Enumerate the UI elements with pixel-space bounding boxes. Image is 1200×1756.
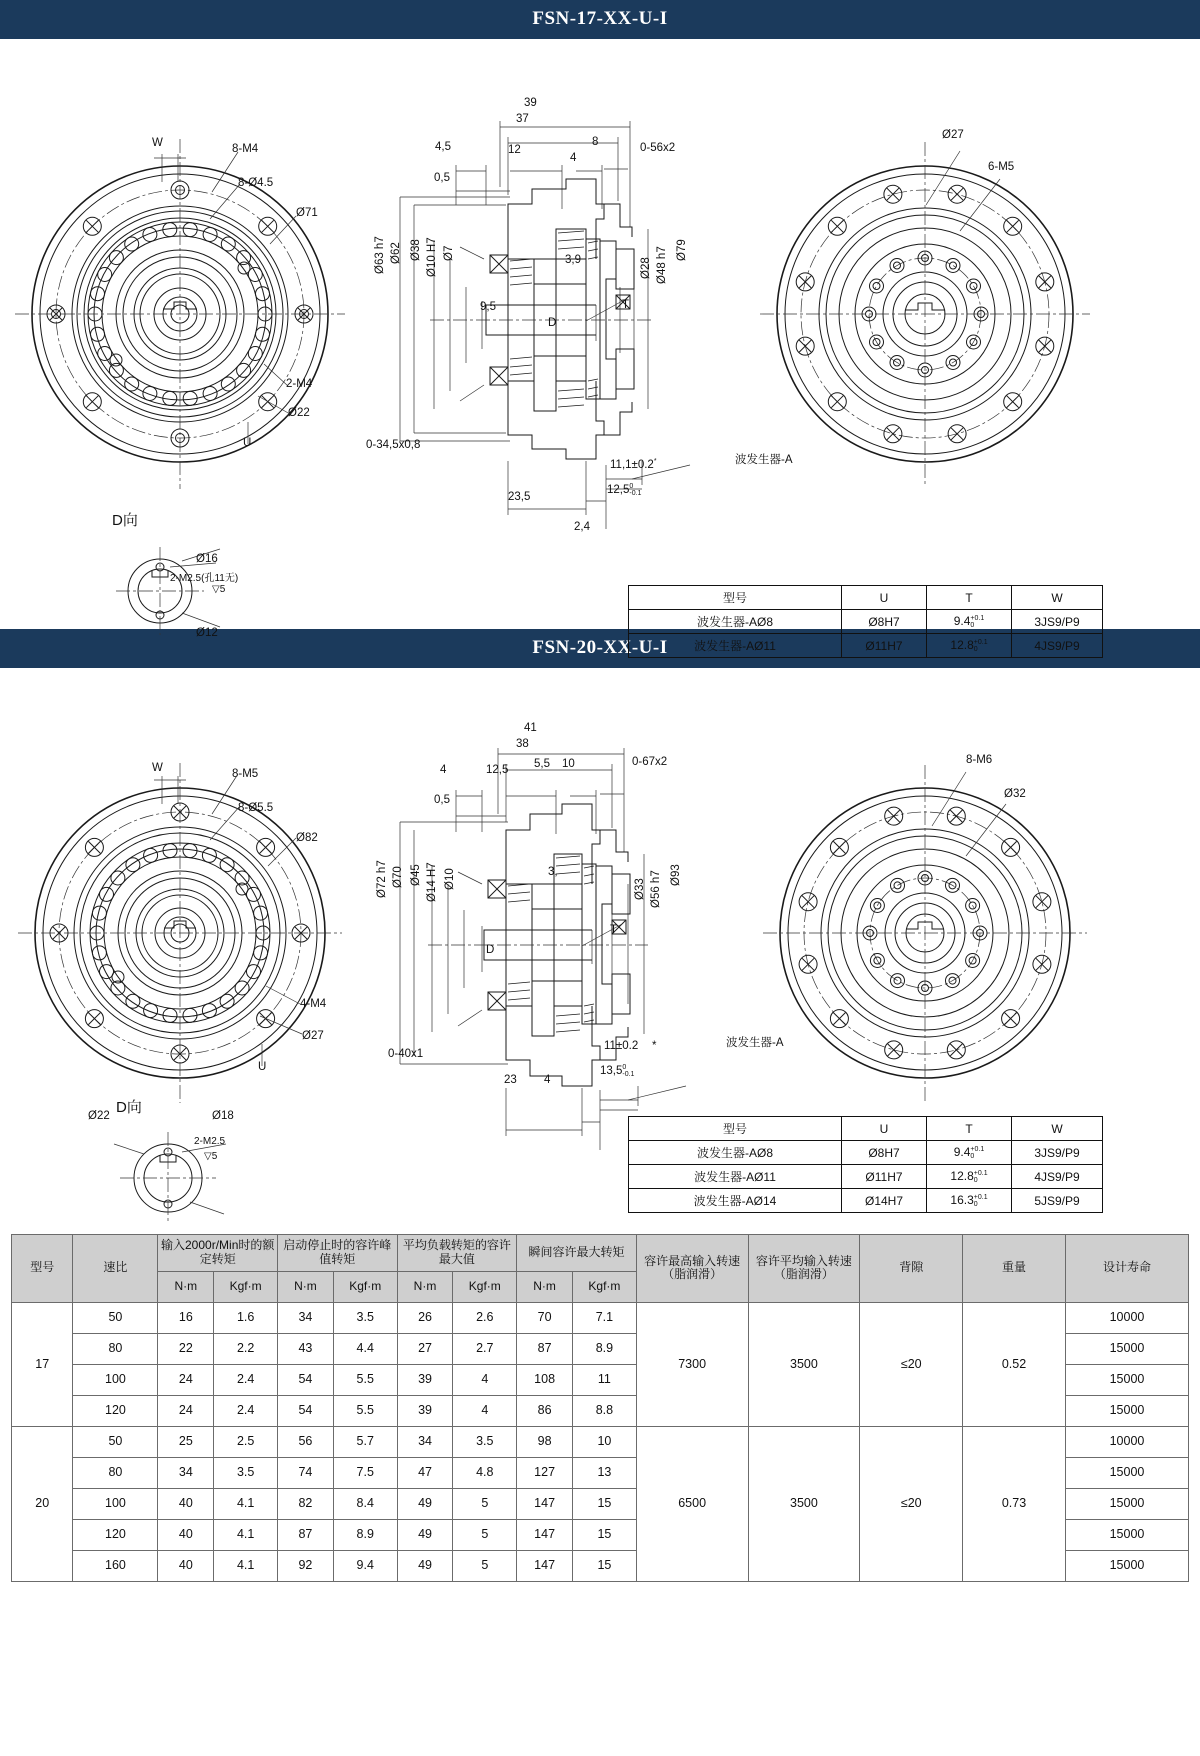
cell-rt-nm: 40 — [158, 1519, 214, 1550]
spec-cell-t: 12.8 +0.1 0 — [927, 1165, 1012, 1189]
label-o40x1-fsn20: 0-40x1 — [388, 1048, 424, 1060]
label-8m4-fsn17: 8-M4 — [232, 143, 259, 155]
label-o67x2-fsn20: 0-67x2 — [632, 756, 668, 768]
spec-cell-t: 16.3 +0.1 0 — [927, 1189, 1012, 1213]
th-unit-6: N·m — [517, 1271, 573, 1302]
spec-cell-w: 4JS9/P9 — [1012, 1165, 1103, 1189]
spec-table-fsn20 — [628, 1116, 1103, 1213]
th-avg-input-speed: 容许平均输入转速（脂润滑） — [748, 1235, 860, 1303]
th-unit-3: Kgf·m — [333, 1271, 397, 1302]
label-dia28-fsn17: Ø28 — [640, 257, 652, 279]
spec-cell-u: Ø14H7 — [842, 1189, 927, 1213]
label-39-fsn17: 39 — [524, 97, 537, 109]
cell-rt-kgf: 1.6 — [214, 1302, 278, 1333]
label-dia33-fsn20: Ø33 — [634, 878, 646, 900]
cell-pk-kgf: 5.7 — [333, 1426, 397, 1457]
cell-avg-speed: 3500 — [748, 1302, 860, 1426]
spec-cell-u: Ø11H7 — [842, 1165, 927, 1189]
label-2m25-fsn17: 2-M2.5(孔11无) — [170, 573, 239, 584]
cell-avg-nm: 39 — [397, 1395, 453, 1426]
label-dia45-fsn20: Ø45 — [410, 864, 422, 886]
cell-pk-nm: 54 — [277, 1395, 333, 1426]
cell-pk-kgf: 3.5 — [333, 1302, 397, 1333]
cell-model: 20 — [12, 1426, 73, 1581]
th-life: 设计寿命 — [1065, 1235, 1188, 1303]
cell-ratio: 100 — [73, 1488, 158, 1519]
spec-head-model-fsn20: 型号 — [629, 1117, 842, 1141]
label-05-fsn17: 0,5 — [434, 172, 450, 184]
label-dia71-fsn17: Ø71 — [296, 207, 318, 219]
cell-mom-nm: 147 — [517, 1519, 573, 1550]
detail-view-fsn17 — [100, 539, 270, 649]
cell-pk-nm: 87 — [277, 1519, 333, 1550]
spec-cell-w: 3JS9/P9 — [1012, 1141, 1103, 1165]
cell-life: 10000 — [1065, 1426, 1188, 1457]
label-dia72h7-fsn20: Ø72 h7 — [376, 860, 388, 898]
cell-mom-kgf: 8.9 — [573, 1333, 637, 1364]
cell-pk-nm: 74 — [277, 1457, 333, 1488]
th-unit-7: Kgf·m — [573, 1271, 637, 1302]
th-unit-5: Kgf·m — [453, 1271, 517, 1302]
spec-cell-model: 波发生器-AØ11 — [629, 634, 842, 658]
spec-cell-u: Ø8H7 — [842, 610, 927, 634]
label-135-fsn20: 13,5 0 -0.1 — [600, 1064, 635, 1078]
cell-avg-nm: 26 — [397, 1302, 453, 1333]
th-momentary-torque: 瞬间容许最大转矩 — [517, 1235, 637, 1272]
th-backlash: 背隙 — [860, 1235, 963, 1303]
cell-mom-nm: 87 — [517, 1333, 573, 1364]
label-4b-fsn20: 4 — [544, 1074, 551, 1086]
performance-table — [11, 1234, 1189, 1582]
cell-avg-kgf: 2.7 — [453, 1333, 517, 1364]
label-4-fsn20: 4 — [440, 764, 447, 776]
label-d-fsn17: D — [548, 317, 557, 329]
cell-mom-nm: 147 — [517, 1550, 573, 1581]
specs-table-wrapper — [0, 1228, 1200, 1582]
detail-view-title-fsn20: D向 — [116, 1099, 142, 1116]
label-d-fsn20: D — [486, 944, 495, 956]
cell-life: 15000 — [1065, 1519, 1188, 1550]
rear-view-leaders-fsn20 — [880, 764, 1060, 904]
cell-avg-kgf: 4.8 — [453, 1457, 517, 1488]
cell-ratio: 80 — [73, 1333, 158, 1364]
cell-avg-nm: 49 — [397, 1488, 453, 1519]
cell-rt-nm: 22 — [158, 1333, 214, 1364]
label-6m5-fsn17: 6-M5 — [988, 161, 1015, 173]
table-row — [12, 1302, 1189, 1333]
cell-life: 15000 — [1065, 1364, 1188, 1395]
label-125-fsn20: 12,5 — [486, 764, 509, 776]
cell-pk-kgf: 5.5 — [333, 1364, 397, 1395]
th-unit-2: N·m — [277, 1271, 333, 1302]
cell-pk-nm: 92 — [277, 1550, 333, 1581]
label-8dia55-fsn20: 8-Ø5.5 — [238, 802, 274, 814]
label-8m6-fsn20: 8-M6 — [966, 754, 993, 766]
cell-rt-kgf: 4.1 — [214, 1519, 278, 1550]
label-t-fsn17: T — [622, 299, 630, 311]
spec-cell-u: Ø8H7 — [842, 1141, 927, 1165]
section-title-fsn17: FSN-17-XX-U-I — [0, 0, 1200, 39]
label-wave-generator-a-fsn20: 波发生器-A — [726, 1037, 784, 1049]
spec-row-fsn17-1 — [629, 610, 1103, 634]
label-45-fsn17: 4,5 — [435, 141, 451, 153]
label-u-fsn20: U — [258, 1061, 267, 1073]
label-asterisk-fsn20: * — [652, 1040, 657, 1052]
label-w-fsn20: W — [152, 762, 163, 774]
section-view-fsn17 — [370, 99, 670, 549]
spec-head-w-fsn20: W — [1012, 1117, 1103, 1141]
label-dia10h7-fsn17: Ø10 H7 — [426, 237, 438, 277]
spec-cell-model: 波发生器-AØ8 — [629, 610, 842, 634]
label-dia12-fsn17: Ø12 — [196, 627, 218, 639]
cell-avg-nm: 49 — [397, 1519, 453, 1550]
cell-life: 10000 — [1065, 1302, 1188, 1333]
spec-table-fsn17 — [628, 585, 1103, 658]
cell-avg-kgf: 4 — [453, 1395, 517, 1426]
cell-avg-kgf: 4 — [453, 1364, 517, 1395]
cell-pk-kgf: 4.4 — [333, 1333, 397, 1364]
label-o56x2-fsn17: 0-56x2 — [640, 142, 676, 154]
label-dia82-fsn20: Ø82 — [296, 832, 318, 844]
label-w-fsn17: W — [152, 137, 163, 149]
cell-pk-kgf: 5.5 — [333, 1395, 397, 1426]
label-dia7-fsn17: Ø7 — [443, 245, 455, 261]
cell-rt-nm: 24 — [158, 1395, 214, 1426]
cell-weight: 0.52 — [963, 1302, 1066, 1426]
cell-mom-kgf: 15 — [573, 1519, 637, 1550]
cell-avg-nm: 27 — [397, 1333, 453, 1364]
spec-cell-t: 9.4 +0.1 0 — [927, 610, 1012, 634]
cell-backlash: ≤20 — [860, 1302, 963, 1426]
label-12-fsn17: 12 — [508, 144, 521, 156]
th-ratio: 速比 — [73, 1235, 158, 1303]
cell-mom-nm: 98 — [517, 1426, 573, 1457]
cell-ratio: 100 — [73, 1364, 158, 1395]
label-24-fsn17: 2,4 — [574, 521, 590, 533]
spec-row-fsn17-2 — [629, 634, 1103, 658]
label-38-fsn20: 38 — [516, 738, 529, 750]
cell-avg-nm: 39 — [397, 1364, 453, 1395]
cell-life: 15000 — [1065, 1395, 1188, 1426]
cell-avg-nm: 34 — [397, 1426, 453, 1457]
cell-pk-nm: 56 — [277, 1426, 333, 1457]
th-rated-torque: 输入2000r/Min时的额定转矩 — [158, 1235, 278, 1272]
detail-view-fsn20 — [100, 1126, 280, 1236]
cell-rt-nm: 16 — [158, 1302, 214, 1333]
label-2m25-fsn20: 2-M2.5 — [194, 1136, 226, 1147]
label-55-fsn20: 5,5 — [534, 758, 550, 770]
label-dia22-fsn17: Ø22 — [288, 407, 310, 419]
cell-max-speed: 6500 — [636, 1426, 748, 1581]
th-max-input-speed: 容许最高输入转速（脂润滑） — [636, 1235, 748, 1303]
label-dia22-fsn20: Ø22 — [88, 1110, 110, 1122]
label-8dia45-fsn17: 8-Ø4.5 — [238, 177, 274, 189]
detail-view-title-fsn17: D向 — [112, 512, 138, 529]
cell-ratio: 50 — [73, 1302, 158, 1333]
label-8-fsn17: 8 — [592, 136, 599, 148]
cell-max-speed: 7300 — [636, 1302, 748, 1426]
label-dia38-fsn17: Ø38 — [410, 239, 422, 261]
label-dia70-fsn20: Ø70 — [392, 866, 404, 888]
cell-mom-nm: 127 — [517, 1457, 573, 1488]
cell-pk-kgf: 8.4 — [333, 1488, 397, 1519]
label-4m4-fsn20: 4-M4 — [300, 998, 327, 1010]
label-dia48h7-fsn17: Ø48 h7 — [656, 246, 668, 284]
spec-cell-w: 4JS9/P9 — [1012, 634, 1103, 658]
section-view-fsn20 — [372, 728, 672, 1168]
cell-mom-kgf: 10 — [573, 1426, 637, 1457]
table-row — [12, 1426, 1189, 1457]
cell-rt-kgf: 2.4 — [214, 1395, 278, 1426]
cell-mom-nm: 147 — [517, 1488, 573, 1519]
cell-mom-kgf: 15 — [573, 1550, 637, 1581]
cell-life: 15000 — [1065, 1333, 1188, 1364]
cell-rt-nm: 25 — [158, 1426, 214, 1457]
cell-ratio: 120 — [73, 1395, 158, 1426]
cell-mom-kgf: 15 — [573, 1488, 637, 1519]
cell-avg-kgf: 3.5 — [453, 1426, 517, 1457]
spec-cell-w: 5JS9/P9 — [1012, 1189, 1103, 1213]
label-t-fsn20: T — [610, 924, 618, 936]
label-o345-fsn17: 0-34,5x0,8 — [366, 439, 421, 451]
label-dia10-fsn20: Ø10 — [444, 868, 456, 890]
cell-rt-nm: 24 — [158, 1364, 214, 1395]
cell-rt-kgf: 2.5 — [214, 1426, 278, 1457]
cell-mom-kgf: 11 — [573, 1364, 637, 1395]
label-dia56h7-fsn20: Ø56 h7 — [650, 870, 662, 908]
cell-avg-kgf: 5 — [453, 1519, 517, 1550]
label-dia16-fsn17: Ø16 — [196, 553, 218, 565]
cell-rt-nm: 34 — [158, 1457, 214, 1488]
label-37-fsn17: 37 — [516, 113, 529, 125]
label-10-fsn20: 10 — [562, 758, 575, 770]
spec-cell-u: Ø11H7 — [842, 634, 927, 658]
label-111-fsn17: 11,1±0.2* — [610, 458, 657, 471]
label-dia93-fsn20: Ø93 — [670, 864, 682, 886]
rear-view-leaders-fsn17 — [860, 139, 1040, 279]
cell-mom-kgf: 8.8 — [573, 1395, 637, 1426]
label-dia18-fsn20: Ø18 — [212, 1110, 234, 1122]
label-dia62-fsn17: Ø62 — [390, 242, 402, 264]
drawing-panel-fsn20 — [0, 668, 1200, 1228]
th-avg-load-torque: 平均负载转矩的容许最大值 — [397, 1235, 517, 1272]
front-view-leaders-fsn20 — [140, 760, 360, 1080]
cell-pk-kgf: 7.5 — [333, 1457, 397, 1488]
cell-avg-kgf: 5 — [453, 1488, 517, 1519]
cell-pk-kgf: 9.4 — [333, 1550, 397, 1581]
label-11pm02-fsn20: 11±0.2 — [604, 1040, 639, 1052]
cell-rt-nm: 40 — [158, 1550, 214, 1581]
spec-row-fsn20-3 — [629, 1189, 1103, 1213]
cell-life: 15000 — [1065, 1457, 1188, 1488]
cell-mom-kgf: 7.1 — [573, 1302, 637, 1333]
label-wave-generator-a-fsn17: 波发生器-A — [735, 454, 793, 466]
label-dia63h7-fsn17: Ø63 h7 — [374, 236, 386, 274]
label-depth5-fsn20: ▽5 — [204, 1151, 218, 1162]
cell-rt-nm: 40 — [158, 1488, 214, 1519]
cell-avg-nm: 49 — [397, 1550, 453, 1581]
spec-cell-model: 波发生器-AØ8 — [629, 1141, 842, 1165]
cell-avg-speed: 3500 — [748, 1426, 860, 1581]
cell-pk-nm: 82 — [277, 1488, 333, 1519]
label-05-fsn20: 0,5 — [434, 794, 450, 806]
front-view-leaders-fsn17 — [140, 134, 360, 454]
label-8m5-fsn20: 8-M5 — [232, 768, 259, 780]
spec-head-w-fsn17: W — [1012, 586, 1103, 610]
spec-cell-w: 3JS9/P9 — [1012, 610, 1103, 634]
cell-mom-kgf: 13 — [573, 1457, 637, 1488]
spec-head-u-fsn20: U — [842, 1117, 927, 1141]
cell-rt-kgf: 4.1 — [214, 1488, 278, 1519]
cell-life: 15000 — [1065, 1550, 1188, 1581]
cell-pk-kgf: 8.9 — [333, 1519, 397, 1550]
label-depth5-fsn17: ▽5 — [212, 584, 226, 595]
th-weight: 重量 — [963, 1235, 1066, 1303]
cell-ratio: 160 — [73, 1550, 158, 1581]
cell-life: 15000 — [1065, 1488, 1188, 1519]
spec-cell-model: 波发生器-AØ11 — [629, 1165, 842, 1189]
cell-avg-kgf: 5 — [453, 1550, 517, 1581]
cell-weight: 0.73 — [963, 1426, 1066, 1581]
label-23-fsn20: 23 — [504, 1074, 517, 1086]
spec-cell-model: 波发生器-AØ14 — [629, 1189, 842, 1213]
cell-rt-kgf: 3.5 — [214, 1457, 278, 1488]
cell-mom-nm: 86 — [517, 1395, 573, 1426]
label-u-fsn17: U — [243, 437, 252, 449]
label-dia14h7-fsn20: Ø14 H7 — [426, 862, 438, 902]
th-model: 型号 — [12, 1235, 73, 1303]
cell-ratio: 120 — [73, 1519, 158, 1550]
th-unit-1: Kgf·m — [214, 1271, 278, 1302]
spec-head-u-fsn17: U — [842, 586, 927, 610]
label-dia27-fsn20: Ø27 — [302, 1030, 324, 1042]
label-dia27-fsn17: Ø27 — [942, 129, 964, 141]
label-dia79-fsn17: Ø79 — [676, 239, 688, 261]
cell-pk-nm: 54 — [277, 1364, 333, 1395]
cell-avg-kgf: 2.6 — [453, 1302, 517, 1333]
cell-ratio: 80 — [73, 1457, 158, 1488]
cell-mom-nm: 108 — [517, 1364, 573, 1395]
spec-row-fsn20-1 — [629, 1141, 1103, 1165]
cell-rt-kgf: 2.4 — [214, 1364, 278, 1395]
spec-head-model-fsn17: 型号 — [629, 586, 842, 610]
cell-backlash: ≤20 — [860, 1426, 963, 1581]
label-3-fsn20: 3, — [548, 866, 558, 878]
cell-mom-nm: 70 — [517, 1302, 573, 1333]
th-unit-0: N·m — [158, 1271, 214, 1302]
label-4-fsn17: 4 — [570, 152, 577, 164]
cell-ratio: 50 — [73, 1426, 158, 1457]
spec-head-t-fsn20: T — [927, 1117, 1012, 1141]
spec-cell-t: 9.4 +0.1 0 — [927, 1141, 1012, 1165]
cell-pk-nm: 43 — [277, 1333, 333, 1364]
spec-head-t-fsn17: T — [927, 586, 1012, 610]
cell-pk-nm: 34 — [277, 1302, 333, 1333]
label-235-fsn17: 23,5 — [508, 491, 531, 503]
cell-rt-kgf: 4.1 — [214, 1550, 278, 1581]
spec-row-fsn20-2 — [629, 1165, 1103, 1189]
cell-rt-kgf: 2.2 — [214, 1333, 278, 1364]
label-95-fsn17: 9,5 — [480, 301, 496, 313]
label-125-fsn17: 12,5 0 -0.1 — [607, 483, 642, 497]
label-2m4-fsn17: 2-M4 — [286, 378, 313, 390]
section-title-fsn20: FSN-20-XX-U-I — [0, 629, 1200, 668]
label-41-fsn20: 41 — [524, 722, 537, 734]
cell-model: 17 — [12, 1302, 73, 1426]
th-peak-torque: 启动停止时的容许峰值转矩 — [277, 1235, 397, 1272]
th-unit-4: N·m — [397, 1271, 453, 1302]
spec-cell-t: 12.8 +0.1 0 — [927, 634, 1012, 658]
label-dia32-fsn20: Ø32 — [1004, 788, 1026, 800]
label-39b-fsn17: 3,9 — [565, 254, 581, 266]
cell-avg-nm: 47 — [397, 1457, 453, 1488]
